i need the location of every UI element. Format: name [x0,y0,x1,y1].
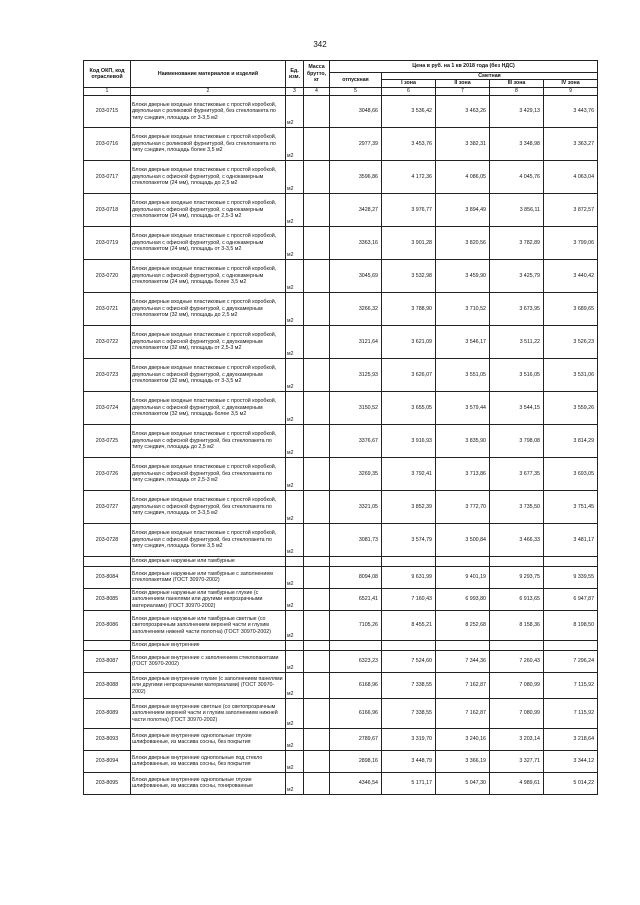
zone1-price-cell: 9 631,99 [382,566,436,588]
zone2-price-cell: 3 382,31 [436,127,490,160]
zone2-price-cell: 7 162,87 [436,672,490,698]
release-price-cell: 3125,93 [330,358,382,391]
zone3-price-cell: 3 856,11 [490,193,544,226]
code-cell: 203-0728 [84,523,131,556]
code-cell: 203-0722 [84,325,131,358]
release-price-cell: 3121,64 [330,325,382,358]
unit-cell: м2 [286,588,304,610]
unit-cell: м2 [286,566,304,588]
zone1-price-cell: 3 319,70 [382,728,436,750]
release-price-cell: 6521,41 [330,588,382,610]
zone1-price-cell: 3 916,93 [382,424,436,457]
mass-cell [304,772,330,794]
empty-cell [490,640,544,650]
code-cell: 203-0726 [84,457,131,490]
zone4-price-cell: 3 751,45 [544,490,598,523]
zone3-price-cell: 3 425,79 [490,259,544,292]
unit-cell: м2 [286,95,304,127]
release-price-cell: 6168,96 [330,672,382,698]
name-cell: Блоки дверные входные пластиковые с простой коробкой, двупольная с офисной фурнитурой, без стеклопакета по типу сэндвич, площадь более 3,5 м2 [131,523,286,556]
table-row [84,325,598,358]
header-zone-4: IV зона [544,80,598,87]
release-price-cell: 6166,96 [330,698,382,728]
group-header-row [84,556,598,566]
unit-cell: м2 [286,226,304,259]
table-row [84,650,598,672]
zone4-price-cell: 5 014,22 [544,772,598,794]
empty-cell [382,556,436,566]
name-cell: Блоки дверные внутренние однопольные глухие шлифованные, из массива сосны, тонированные [131,772,286,794]
code-cell: 203-0721 [84,292,131,325]
table-row [84,358,598,391]
release-price-cell: 3321,05 [330,490,382,523]
zone2-price-cell: 3 894,49 [436,193,490,226]
zone2-price-cell: 3 463,26 [436,95,490,127]
empty-cell [544,556,598,566]
zone2-price-cell: 3 366,19 [436,750,490,772]
code-cell: 203-0718 [84,193,131,226]
release-price-cell: 2977,39 [330,127,382,160]
table-row [84,588,598,610]
zone2-price-cell: 3 546,17 [436,325,490,358]
unit-cell: м2 [286,490,304,523]
table-row [84,698,598,728]
empty-cell [286,640,304,650]
mass-cell [304,95,330,127]
unit-cell: м2 [286,728,304,750]
zone4-price-cell: 7 296,24 [544,650,598,672]
zone1-price-cell: 3 901,28 [382,226,436,259]
release-price-cell: 7105,26 [330,610,382,640]
zone1-price-cell: 4 172,36 [382,160,436,193]
mass-cell [304,490,330,523]
mass-cell [304,457,330,490]
code-cell: 203-8086 [84,610,131,640]
code-cell: 203-8085 [84,588,131,610]
zone2-price-cell: 3 500,84 [436,523,490,556]
mass-cell [304,226,330,259]
mass-cell [304,160,330,193]
table-row [84,610,598,640]
page-number: 342 [313,40,327,49]
table-row [84,127,598,160]
code-cell: 203-0725 [84,424,131,457]
mass-cell [304,259,330,292]
release-price-cell: 3266,32 [330,292,382,325]
header-zone-1: I зона [382,80,436,87]
zone4-price-cell: 6 947,87 [544,588,598,610]
table-row [84,193,598,226]
release-price-cell: 3376,67 [330,424,382,457]
zone3-price-cell: 3 327,71 [490,750,544,772]
zone1-price-cell: 3 852,39 [382,490,436,523]
unit-cell: м2 [286,391,304,424]
code-cell: 203-8095 [84,772,131,794]
zone1-price-cell: 3 621,09 [382,325,436,358]
zone4-price-cell: 4 063,04 [544,160,598,193]
header-price-title: Цена в руб. на 1 кв 2018 года (без НДС) [330,61,598,73]
mass-cell [304,728,330,750]
mass-cell [304,292,330,325]
name-cell: Блоки дверные входные пластиковые с простой коробкой, двупольная с офисной фурнитурой, с однокамерным стеклопакетом (24 мм), площадь до 2,5 м2 [131,160,286,193]
header-zone-3: III зона [490,80,544,87]
zone4-price-cell: 7 115,92 [544,672,598,698]
zone3-price-cell: 8 158,36 [490,610,544,640]
col-number: 5 [330,87,382,95]
unit-cell: м2 [286,523,304,556]
mass-cell [304,650,330,672]
name-cell: Блоки дверные входные пластиковые с простой коробкой, двупольная с офисной фурнитурой, с однокамерным стеклопакетом (24 мм), площадь более 3,5 м2 [131,259,286,292]
group-title: Блоки дверные наружные или тамбурные [131,556,286,566]
mass-cell [304,127,330,160]
zone3-price-cell: 3 466,33 [490,523,544,556]
zone3-price-cell: 3 677,35 [490,457,544,490]
unit-cell: м2 [286,193,304,226]
zone1-price-cell: 7 338,55 [382,698,436,728]
code-cell: 203-0719 [84,226,131,259]
release-price-cell: 3269,35 [330,457,382,490]
zone1-price-cell: 3 976,77 [382,193,436,226]
col-number: 9 [544,87,598,95]
empty-cell [286,556,304,566]
zone4-price-cell: 3 559,26 [544,391,598,424]
zone4-price-cell: 3 363,27 [544,127,598,160]
column-number-row [84,87,598,95]
zone4-price-cell: 3 344,12 [544,750,598,772]
zone3-price-cell: 9 293,75 [490,566,544,588]
mass-cell [304,672,330,698]
empty-cell [436,640,490,650]
zone3-price-cell: 7 260,43 [490,650,544,672]
zone3-price-cell: 3 673,95 [490,292,544,325]
table-row [84,95,598,127]
group-header-row [84,640,598,650]
table-row [84,160,598,193]
zone2-price-cell: 3 713,86 [436,457,490,490]
zone4-price-cell: 3 814,29 [544,424,598,457]
zone3-price-cell: 7 080,99 [490,698,544,728]
mass-cell [304,750,330,772]
zone2-price-cell: 4 086,05 [436,160,490,193]
col-number: 2 [131,87,286,95]
name-cell: Блоки дверные входные пластиковые с простой коробкой, двупольная с офисной фурнитурой, без стеклопакета по типу сэндвич, площадь от 2,5-3 м2 [131,457,286,490]
unit-cell: м2 [286,292,304,325]
price-table [83,60,598,795]
table-row [84,772,598,794]
code-cell: 203-0720 [84,259,131,292]
unit-cell: м2 [286,358,304,391]
zone4-price-cell: 3 481,17 [544,523,598,556]
mass-cell [304,523,330,556]
mass-cell [304,424,330,457]
col-number: 7 [436,87,490,95]
zone3-price-cell: 3 203,14 [490,728,544,750]
code-cell: 203-8087 [84,650,131,672]
name-cell: Блоки дверные внутренние глухие (с заполнением панелями или другими непрозрачными материалами) (ГОСТ 30970-2002) [131,672,286,698]
zone2-price-cell: 7 344,36 [436,650,490,672]
table-header [84,61,598,96]
code-cell: 203-0716 [84,127,131,160]
code-cell: 203-0727 [84,490,131,523]
zone2-price-cell: 3 820,56 [436,226,490,259]
zone3-price-cell: 7 080,99 [490,672,544,698]
empty-cell [84,556,131,566]
header-unit: Ед. изм. [286,61,304,88]
zone3-price-cell: 4 045,76 [490,160,544,193]
zone4-price-cell: 3 872,57 [544,193,598,226]
name-cell: Блоки дверные входные пластиковые с простой коробкой, двупольная с офисной фурнитурой, с однокамерным стеклопакетом (24 мм), площадь от 3-3,5 м2 [131,226,286,259]
name-cell: Блоки дверные наружные или тамбурные светлые (со светопрозрачным заполнением верхней части и глухим заполнением нижней части полотна) (ГОСТ 30970-2002) [131,610,286,640]
name-cell: Блоки дверные наружные или тамбурные с заполнением стеклопакетами (ГОСТ 30970-2002) [131,566,286,588]
zone1-price-cell: 3 792,41 [382,457,436,490]
name-cell: Блоки дверные входные пластиковые с простой коробкой, двупольная с офисной фурнитурой, с двухкамерным стеклопакетом (32 мм), площадь от 3-3,5 м2 [131,358,286,391]
unit-cell: м2 [286,325,304,358]
zone4-price-cell: 9 339,55 [544,566,598,588]
table-row [84,226,598,259]
unit-cell: м2 [286,259,304,292]
name-cell: Блоки дверные входные пластиковые с простой коробкой, двупольная с офисной фурнитурой, без стеклопакета по типу сэндвич, площадь до 2,5 м2 [131,424,286,457]
release-price-cell: 2898,16 [330,750,382,772]
unit-cell: м2 [286,672,304,698]
zone1-price-cell: 8 455,21 [382,610,436,640]
zone3-price-cell: 3 798,08 [490,424,544,457]
name-cell: Блоки дверные внутренние однопольные глухие шлифованные, из массива сосны, без покрытия [131,728,286,750]
zone1-price-cell: 5 171,17 [382,772,436,794]
table-row [84,292,598,325]
table-row [84,490,598,523]
name-cell: Блоки дверные внутренние светлые (со светопрозрачным заполнением верхней части и глухим заполнением нижней части полотна) (ГОСТ 30970-2002) [131,698,286,728]
unit-cell: м2 [286,424,304,457]
table-row [84,566,598,588]
table-row [84,259,598,292]
zone4-price-cell: 3 443,76 [544,95,598,127]
code-cell: 203-0715 [84,95,131,127]
code-cell: 203-8084 [84,566,131,588]
release-price-cell: 6323,23 [330,650,382,672]
zone4-price-cell: 8 198,50 [544,610,598,640]
zone2-price-cell: 8 252,68 [436,610,490,640]
zone2-price-cell: 3 579,44 [436,391,490,424]
col-number: 8 [490,87,544,95]
name-cell: Блоки дверные наружные или тамбурные глухие (с заполнением панелями или другими непрозрачными материалами) (ГОСТ 30970-2002) [131,588,286,610]
name-cell: Блоки дверные входные пластиковые с простой коробкой, двупольная с роликовой фурнитурой, без стеклопакета по типу сэндвич, площадь более 3,5 м2 [131,127,286,160]
empty-cell [490,556,544,566]
zone1-price-cell: 3 574,79 [382,523,436,556]
empty-cell [330,640,382,650]
mass-cell [304,358,330,391]
release-price-cell: 3081,73 [330,523,382,556]
name-cell: Блоки дверные внутренние однопольные под стекло шлифованные, из массива сосны, без покрытия [131,750,286,772]
zone2-price-cell: 5 047,30 [436,772,490,794]
release-price-cell: 2789,67 [330,728,382,750]
zone3-price-cell: 3 348,98 [490,127,544,160]
zone4-price-cell: 3 693,05 [544,457,598,490]
zone3-price-cell: 3 782,89 [490,226,544,259]
header-mass: Масса брутто, кг [304,61,330,88]
release-price-cell: 3596,86 [330,160,382,193]
zone1-price-cell: 3 532,98 [382,259,436,292]
release-price-cell: 3428,27 [330,193,382,226]
header-estimate: Сметная [382,73,598,80]
zone1-price-cell: 3 536,42 [382,95,436,127]
name-cell: Блоки дверные внутренние с заполнением стеклопакетами (ГОСТ 30970-2002) [131,650,286,672]
table-row [84,750,598,772]
zone3-price-cell: 6 913,65 [490,588,544,610]
table-row [84,523,598,556]
table-row [84,728,598,750]
code-cell: 203-0724 [84,391,131,424]
table-row [84,424,598,457]
zone4-price-cell: 3 531,06 [544,358,598,391]
unit-cell: м2 [286,610,304,640]
zone3-price-cell: 3 429,13 [490,95,544,127]
mass-cell [304,698,330,728]
zone2-price-cell: 3 459,90 [436,259,490,292]
zone1-price-cell: 3 788,90 [382,292,436,325]
release-price-cell: 4346,54 [330,772,382,794]
zone2-price-cell: 7 162,87 [436,698,490,728]
empty-cell [436,556,490,566]
col-number: 3 [286,87,304,95]
zone4-price-cell: 3 689,65 [544,292,598,325]
unit-cell: м2 [286,160,304,193]
zone1-price-cell: 3 453,76 [382,127,436,160]
code-cell: 203-8088 [84,672,131,698]
zone4-price-cell: 3 218,64 [544,728,598,750]
code-cell: 203-0723 [84,358,131,391]
release-price-cell: 3048,66 [330,95,382,127]
zone1-price-cell: 3 448,79 [382,750,436,772]
zone3-price-cell: 3 735,50 [490,490,544,523]
name-cell: Блоки дверные входные пластиковые с простой коробкой, двупольная с офисной фурнитурой, с двухкамерным стеклопакетом (32 мм), площадь от 2,5-3 м2 [131,325,286,358]
mass-cell [304,193,330,226]
empty-cell [330,556,382,566]
col-number: 1 [84,87,131,95]
mass-cell [304,391,330,424]
unit-cell: м2 [286,750,304,772]
zone2-price-cell: 3 240,16 [436,728,490,750]
zone1-price-cell: 7 160,43 [382,588,436,610]
zone4-price-cell: 7 115,92 [544,698,598,728]
zone1-price-cell: 3 626,07 [382,358,436,391]
mass-cell [304,325,330,358]
group-title: Блоки дверные внутренние [131,640,286,650]
zone2-price-cell: 3 772,70 [436,490,490,523]
zone2-price-cell: 3 551,05 [436,358,490,391]
release-price-cell: 3363,16 [330,226,382,259]
table-row [84,457,598,490]
name-cell: Блоки дверные входные пластиковые с простой коробкой, двупольная с роликовой фурнитурой, без стеклопакета по типу сэндвич, площадь от 3-3,5 м2 [131,95,286,127]
code-cell: 203-0717 [84,160,131,193]
col-number: 6 [382,87,436,95]
zone3-price-cell: 3 511,22 [490,325,544,358]
code-cell: 203-8089 [84,698,131,728]
mass-cell [304,610,330,640]
table-row [84,391,598,424]
mass-cell [304,588,330,610]
header-name: Наименование материалов и изделий [131,61,286,88]
unit-cell: м2 [286,457,304,490]
table-row [84,672,598,698]
empty-cell [304,640,330,650]
release-price-cell: 8094,08 [330,566,382,588]
col-number: 4 [304,87,330,95]
header-release-price: отпускная [330,73,382,88]
empty-cell [544,640,598,650]
zone4-price-cell: 3 440,42 [544,259,598,292]
name-cell: Блоки дверные входные пластиковые с простой коробкой, двупольная с офисной фурнитурой, без стеклопакета по типу сэндвич, площадь от 3-3,5 м2 [131,490,286,523]
zone3-price-cell: 4 989,61 [490,772,544,794]
release-price-cell: 3150,52 [330,391,382,424]
empty-cell [382,640,436,650]
zone1-price-cell: 7 524,60 [382,650,436,672]
zone2-price-cell: 3 835,90 [436,424,490,457]
unit-cell: м2 [286,772,304,794]
zone4-price-cell: 3 799,06 [544,226,598,259]
zone2-price-cell: 6 993,80 [436,588,490,610]
zone4-price-cell: 3 526,23 [544,325,598,358]
empty-cell [84,640,131,650]
zone3-price-cell: 3 544,15 [490,391,544,424]
table-body [84,95,598,794]
zone1-price-cell: 3 655,05 [382,391,436,424]
zone2-price-cell: 9 401,19 [436,566,490,588]
zone3-price-cell: 3 516,05 [490,358,544,391]
name-cell: Блоки дверные входные пластиковые с простой коробкой, двупольная с офисной фурнитурой, с двухкамерным стеклопакетом (32 мм), площадь более 3,5 м2 [131,391,286,424]
unit-cell: м2 [286,127,304,160]
name-cell: Блоки дверные входные пластиковые с простой коробкой, двупольная с офисной фурнитурой, с однокамерным стеклопакетом (24 мм), площадь от 2,5-3 м2 [131,193,286,226]
empty-cell [304,556,330,566]
zone2-price-cell: 3 710,52 [436,292,490,325]
name-cell: Блоки дверные входные пластиковые с простой коробкой, двупольная с офисной фурнитурой, с двухкамерным стеклопакетом (32 мм), площадь до 2,5 м2 [131,292,286,325]
code-cell: 203-8093 [84,728,131,750]
code-cell: 203-8094 [84,750,131,772]
header-code: Код ОКП, код отраслевой [84,61,131,88]
header-zone-2: II зона [436,80,490,87]
unit-cell: м2 [286,698,304,728]
release-price-cell: 3045,69 [330,259,382,292]
unit-cell: м2 [286,650,304,672]
zone1-price-cell: 7 338,55 [382,672,436,698]
mass-cell [304,566,330,588]
